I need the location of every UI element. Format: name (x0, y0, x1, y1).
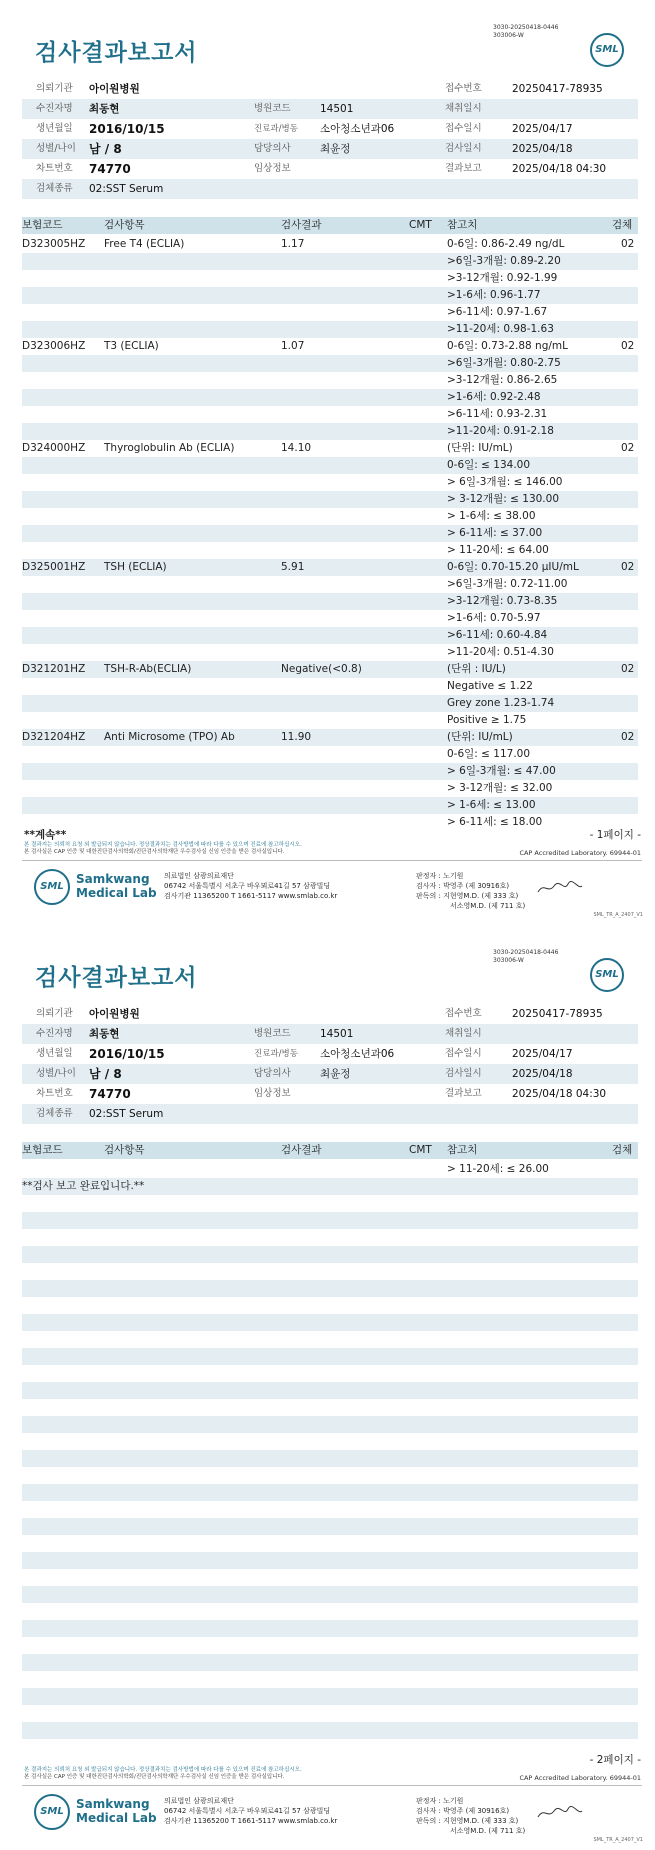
info-row (22, 1024, 638, 1044)
test-result: 1.17 (281, 238, 305, 250)
brand-line: Medical Lab (76, 1811, 157, 1825)
table-row (22, 1382, 638, 1399)
requester-label: 의뢰기관 (36, 1008, 73, 1019)
sml-logo: SML (590, 33, 624, 67)
collect-label: 채취일시 (445, 1028, 482, 1039)
col-code: 보험코드 (22, 219, 63, 231)
table-row (22, 1280, 638, 1297)
doctor-label: 담당의사 (254, 1068, 291, 1079)
report-page-2 (0, 925, 655, 1850)
reference-range: >11-20세: 0.51-4.30 (447, 646, 554, 658)
col-specimen: 검체 (612, 1144, 633, 1156)
table-row (22, 508, 638, 525)
chart-value: 74770 (89, 162, 131, 176)
reference-range: > 6일-3개월: ≤ 146.00 (447, 476, 563, 488)
table-row (22, 1671, 638, 1688)
document-id (493, 949, 558, 965)
specimen-code: 02 (621, 442, 635, 454)
table-row (22, 1586, 638, 1603)
table-row (22, 1467, 638, 1484)
receipt-date-label: 접수일시 (445, 123, 482, 134)
test-date-label: 검사일시 (445, 143, 482, 154)
reference-range: >11-20세: 0.98-1.63 (447, 323, 554, 335)
notice-line: 본 검사실은 CAP 인증 및 대한진단검사의학회/진단검사의학재단 우수검사실 신임 인증을 받은 검사실입니다. (24, 1774, 285, 1780)
table-row (22, 1484, 638, 1501)
test-date-value: 2025/04/18 (512, 143, 573, 155)
test-result: 14.10 (281, 442, 312, 454)
table-row (22, 253, 638, 270)
receipt-date-value: 2025/04/17 (512, 1048, 573, 1060)
sex-age-value: 남 / 8 (89, 142, 122, 156)
reference-range: >1-6세: 0.70-5.97 (447, 612, 541, 624)
table-row (22, 1433, 638, 1450)
table-row (22, 457, 638, 474)
col-result: 검사결과 (281, 219, 322, 231)
table-row (22, 423, 638, 440)
receipt-date-label: 접수일시 (445, 1048, 482, 1059)
specimen-code: 02 (621, 663, 635, 675)
reference-range: >6-11세: 0.60-4.84 (447, 629, 548, 641)
table-row (22, 1246, 638, 1263)
result-rows (22, 1161, 638, 1739)
sex-age-label: 성별/나이 (36, 143, 76, 154)
page-number: - 1페이지 - (589, 829, 641, 841)
test-code: D325001HZ (22, 561, 86, 573)
table-row (22, 1450, 638, 1467)
table-row (22, 712, 638, 729)
table-row (22, 780, 638, 797)
reference-range: 0-6일: ≤ 134.00 (447, 459, 531, 471)
table-row (22, 1178, 638, 1195)
chart-value: 74770 (89, 1087, 131, 1101)
test-date-value: 2025/04/18 (512, 1068, 573, 1080)
reference-range: 0-6일: 0.86-2.49 ng/dL (447, 238, 565, 250)
reference-range: Grey zone 1.23-1.74 (447, 697, 555, 709)
page-number: - 2페이지 - (589, 1754, 641, 1766)
table-row (22, 1297, 638, 1314)
sml-logo: SML (34, 1794, 70, 1830)
test-code: D324000HZ (22, 442, 86, 454)
staff-line: 판독의 : 지현영M.D. (제 333 호) (416, 892, 519, 900)
table-row (22, 287, 638, 304)
document-id (493, 24, 558, 40)
table-row (22, 627, 638, 644)
table-row (22, 474, 638, 491)
dob-value: 2016/10/15 (89, 1047, 165, 1061)
doctor-label: 담당의사 (254, 143, 291, 154)
table-row (22, 644, 638, 661)
patient-value: 최동현 (89, 103, 120, 115)
specimen-value: 02:SST Serum (89, 1108, 164, 1120)
table-row (22, 1399, 638, 1416)
patient-label: 수진자명 (36, 1028, 73, 1039)
col-ref: 참고치 (447, 1144, 478, 1156)
table-row (22, 406, 638, 423)
dept-label: 진료과/병동 (254, 1049, 298, 1059)
reference-range: >6일-3개월: 0.72-11.00 (447, 578, 568, 590)
table-row (22, 661, 638, 678)
table-row (22, 1722, 638, 1739)
reference-range: > 1-6세: ≤ 13.00 (447, 799, 536, 811)
reference-range: (단위 : IU/L) (447, 663, 506, 675)
cap-accreditation: CAP Accredited Laboratory. 69944-01 (519, 1774, 641, 1782)
phone: 검사기관 11365200 T 1661-5117 www.smlab.co.kr (164, 1817, 338, 1825)
sml-logo: SML (34, 869, 70, 905)
reference-range: >6-11세: 0.93-2.31 (447, 408, 548, 420)
table-row (22, 355, 638, 372)
table-row (22, 1348, 638, 1365)
reference-range: >6일-3개월: 0.89-2.20 (447, 255, 561, 267)
table-row (22, 1365, 638, 1382)
report-value: 2025/04/18 04:30 (512, 1088, 607, 1100)
receipt-no-value: 20250417-78935 (512, 83, 603, 95)
org-name: 의료법인 삼광의료재단 (164, 872, 234, 880)
receipt-no-value: 20250417-78935 (512, 1008, 603, 1020)
signature-icon (536, 1805, 584, 1821)
receipt-date-value: 2025/04/17 (512, 123, 573, 135)
dept-value: 소아청소년과06 (320, 1048, 395, 1060)
test-code: **검사 보고 완료입니다.** (22, 1180, 145, 1192)
table-header (22, 1142, 638, 1159)
info-row (22, 1084, 638, 1104)
table-row (22, 1688, 638, 1705)
info-row (22, 1044, 638, 1064)
test-name: TSH-R-Ab(ECLIA) (104, 663, 192, 675)
specimen-code: 02 (621, 340, 635, 352)
reference-range: > 6-11세: ≤ 18.00 (447, 816, 543, 828)
dob-label: 생년월일 (36, 1048, 73, 1059)
test-name: T3 (ECLIA) (104, 340, 159, 352)
notice (24, 1767, 444, 1781)
org-name: 의료법인 삼광의료재단 (164, 1797, 234, 1805)
brand-line: Samkwang (76, 1797, 150, 1811)
table-row (22, 610, 638, 627)
result-rows (22, 236, 638, 831)
reference-range: >6일-3개월: 0.80-2.75 (447, 357, 561, 369)
dob-label: 생년월일 (36, 123, 73, 134)
info-row (22, 159, 638, 179)
test-result: 5.91 (281, 561, 305, 573)
report-label: 결과보고 (445, 1088, 482, 1099)
page-title: 검사결과보고서 (35, 40, 198, 66)
test-result: 1.07 (281, 340, 305, 352)
document-id-line: 303006-W (493, 32, 524, 39)
table-row (22, 763, 638, 780)
table-row (22, 1229, 638, 1246)
col-code: 보험코드 (22, 1144, 63, 1156)
notice-line: 본 결과지는 의뢰처 요청 외 발급되지 않습니다. 정상결과치는 검사방법에 따라 다를 수 있으며 진료에 참고하십시오. (24, 1767, 302, 1773)
hospital-code-label: 병원코드 (254, 103, 291, 114)
col-cmt: CMT (409, 1144, 432, 1156)
specimen-code: 02 (621, 238, 635, 250)
page-title: 검사결과보고서 (35, 965, 198, 991)
reference-range: 0-6일: 0.70-15.20 μIU/mL (447, 561, 579, 573)
brand-name (76, 1797, 157, 1825)
test-name: Anti Microsome (TPO) Ab (104, 731, 235, 743)
specimen-code: 02 (621, 561, 635, 573)
brand-name (76, 872, 157, 900)
brand-line: Samkwang (76, 872, 150, 886)
table-row (22, 746, 638, 763)
col-name: 검사항목 (104, 219, 145, 231)
table-row (22, 1195, 638, 1212)
table-row (22, 440, 638, 457)
info-row (22, 1104, 638, 1124)
reference-range: > 11-20세: ≤ 64.00 (447, 544, 549, 556)
doctor-value: 최윤정 (320, 1068, 351, 1080)
table-row (22, 1331, 638, 1348)
table-row (22, 729, 638, 746)
info-row (22, 139, 638, 159)
chart-label: 차트번호 (36, 163, 73, 174)
reference-range: >6-11세: 0.97-1.67 (447, 306, 548, 318)
report-value: 2025/04/18 04:30 (512, 163, 607, 175)
reference-range: > 1-6세: ≤ 38.00 (447, 510, 536, 522)
table-row (22, 678, 638, 695)
document-id-line: 3030-20250418-0446 (493, 949, 559, 956)
hospital-code-value: 14501 (320, 1028, 354, 1040)
test-name: TSH (ECLIA) (104, 561, 167, 573)
table-row (22, 372, 638, 389)
table-row (22, 1654, 638, 1671)
reference-range: > 6일-3개월: ≤ 47.00 (447, 765, 556, 777)
notice (24, 842, 444, 856)
reference-range: > 3-12개월: ≤ 32.00 (447, 782, 553, 794)
hospital-code-label: 병원코드 (254, 1028, 291, 1039)
report-label: 결과보고 (445, 163, 482, 174)
info-row (22, 79, 638, 99)
test-name: Free T4 (ECLIA) (104, 238, 185, 250)
specimen-label: 검체종류 (36, 1108, 73, 1119)
chart-label: 차트번호 (36, 1088, 73, 1099)
staff-line: 검사자 : 박영주 (제 30916호) (416, 1807, 510, 1815)
reference-range: > 11-20세: ≤ 26.00 (447, 1163, 549, 1175)
patient-info (22, 79, 638, 199)
info-row (22, 179, 638, 199)
table-row (22, 270, 638, 287)
hospital-code-value: 14501 (320, 103, 354, 115)
table-row (22, 1263, 638, 1280)
col-cmt: CMT (409, 219, 432, 231)
table-row (22, 1705, 638, 1722)
staff-list (416, 1796, 525, 1836)
table-row (22, 576, 638, 593)
test-code: D323006HZ (22, 340, 86, 352)
table-row (22, 321, 638, 338)
notice-line: 본 검사실은 CAP 인증 및 대한진단검사의학회/진단검사의학재단 우수검사실 신임 인증을 받은 검사실입니다. (24, 849, 285, 855)
table-row (22, 593, 638, 610)
table-row (22, 1620, 638, 1637)
staff-line: 판정자 : 노기원 (416, 872, 464, 880)
requester-value: 아이원병원 (89, 83, 140, 95)
sex-age-value: 남 / 8 (89, 1067, 122, 1081)
staff-line: 서소영M.D. (제 711 호) (450, 1827, 526, 1835)
test-name: Thyroglobulin Ab (ECLIA) (104, 442, 235, 454)
table-row (22, 1569, 638, 1586)
col-result: 검사결과 (281, 1144, 322, 1156)
col-specimen: 검체 (612, 219, 633, 231)
form-code: SML_TR_A_2407_V1 (593, 1837, 643, 1843)
signature-icon (536, 880, 584, 896)
receipt-no-label: 접수번호 (445, 1008, 482, 1019)
table-row (22, 695, 638, 712)
table-row (22, 1314, 638, 1331)
table-row (22, 525, 638, 542)
divider (22, 1785, 642, 1786)
reference-range: >1-6세: 0.96-1.77 (447, 289, 541, 301)
table-row (22, 338, 638, 355)
reference-range: 0-6일: ≤ 117.00 (447, 748, 531, 760)
notice-line: 본 결과지는 의뢰처 요청 외 발급되지 않습니다. 정상결과치는 검사방법에 따라 다를 수 있으며 진료에 참고하십시오. (24, 842, 302, 848)
reference-range: Positive ≥ 1.75 (447, 714, 527, 726)
table-row (22, 814, 638, 831)
reference-range: >3-12개월: 0.86-2.65 (447, 374, 558, 386)
test-code: D321204HZ (22, 731, 86, 743)
table-row (22, 491, 638, 508)
dob-value: 2016/10/15 (89, 122, 165, 136)
document-id-line: 303006-W (493, 957, 524, 964)
table-row (22, 1161, 638, 1178)
table-row (22, 1552, 638, 1569)
doctor-value: 최윤정 (320, 143, 351, 155)
patient-value: 최동현 (89, 1028, 120, 1040)
divider (22, 860, 642, 861)
requester-label: 의뢰기관 (36, 83, 73, 94)
test-code: D323005HZ (22, 238, 86, 250)
table-row (22, 559, 638, 576)
reference-range: >11-20세: 0.91-2.18 (447, 425, 554, 437)
lab-address (164, 1796, 337, 1826)
table-row (22, 542, 638, 559)
document-id-line: 3030-20250418-0446 (493, 24, 559, 31)
patient-label: 수진자명 (36, 103, 73, 114)
info-row (22, 119, 638, 139)
specimen-value: 02:SST Serum (89, 183, 164, 195)
staff-line: 검사자 : 박영주 (제 30916호) (416, 882, 510, 890)
table-row (22, 797, 638, 814)
dept-value: 소아청소년과06 (320, 123, 395, 135)
reference-range: >1-6세: 0.92-2.48 (447, 391, 541, 403)
table-row (22, 1518, 638, 1535)
reference-range: > 3-12개월: ≤ 130.00 (447, 493, 560, 505)
patient-info (22, 1004, 638, 1124)
form-code: SML_TR_A_2407_V1 (593, 912, 643, 918)
table-row (22, 304, 638, 321)
collect-label: 채취일시 (445, 103, 482, 114)
table-row (22, 1535, 638, 1552)
info-row (22, 99, 638, 119)
sex-age-label: 성별/나이 (36, 1068, 76, 1079)
reference-range: >3-12개월: 0.92-1.99 (447, 272, 558, 284)
col-name: 검사항목 (104, 1144, 145, 1156)
receipt-no-label: 접수번호 (445, 83, 482, 94)
address: 06742 서울특별시 서초구 바우뫼로41길 57 삼광빌딩 (164, 1807, 331, 1815)
address: 06742 서울특별시 서초구 바우뫼로41길 57 삼광빌딩 (164, 882, 331, 890)
phone: 검사기관 11365200 T 1661-5117 www.smlab.co.kr (164, 892, 338, 900)
dept-label: 진료과/병동 (254, 124, 298, 134)
table-row (22, 389, 638, 406)
continued-text: **계속** (24, 829, 67, 841)
specimen-code: 02 (621, 731, 635, 743)
table-row (22, 1416, 638, 1433)
cap-accreditation: CAP Accredited Laboratory. 69944-01 (519, 849, 641, 857)
staff-line: 판독의 : 지현영M.D. (제 333 호) (416, 1817, 519, 1825)
lab-address (164, 871, 337, 901)
table-row (22, 1212, 638, 1229)
brand-line: Medical Lab (76, 886, 157, 900)
test-result: 11.90 (281, 731, 312, 743)
table-row (22, 1603, 638, 1620)
clinical-label: 임상정보 (254, 163, 291, 174)
col-ref: 참고치 (447, 219, 478, 231)
staff-list (416, 871, 525, 911)
reference-range: Negative ≤ 1.22 (447, 680, 533, 692)
info-row (22, 1004, 638, 1024)
reference-range: >3-12개월: 0.73-8.35 (447, 595, 558, 607)
reference-range: > 6-11세: ≤ 37.00 (447, 527, 543, 539)
reference-range: 0-6일: 0.73-2.88 ng/mL (447, 340, 568, 352)
table-row (22, 236, 638, 253)
staff-line: 서소영M.D. (제 711 호) (450, 902, 526, 910)
reference-range: (단위: IU/mL) (447, 731, 513, 743)
staff-line: 판정자 : 노기원 (416, 1797, 464, 1805)
table-row (22, 1501, 638, 1518)
test-result: Negative(<0.8) (281, 663, 362, 675)
sml-logo: SML (590, 958, 624, 992)
requester-value: 아이원병원 (89, 1008, 140, 1020)
test-date-label: 검사일시 (445, 1068, 482, 1079)
clinical-label: 임상정보 (254, 1088, 291, 1099)
reference-range: (단위: IU/mL) (447, 442, 513, 454)
test-code: D321201HZ (22, 663, 86, 675)
info-row (22, 1064, 638, 1084)
specimen-label: 검체종류 (36, 183, 73, 194)
table-row (22, 1637, 638, 1654)
table-header (22, 217, 638, 234)
